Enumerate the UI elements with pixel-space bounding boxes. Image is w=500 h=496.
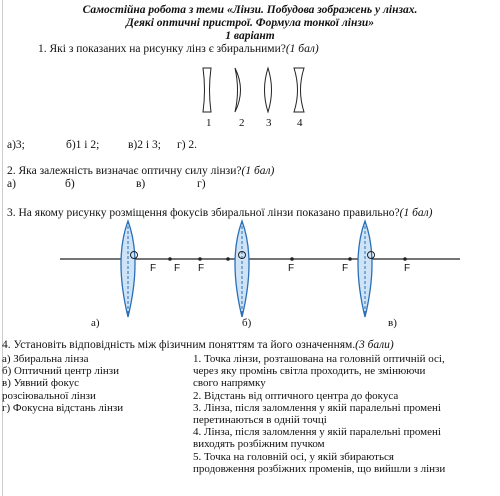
question-4	[2, 339, 394, 352]
q4-term-c: в) Уявний фокус	[2, 377, 80, 390]
q4-def-line-9: 5. Точка на головній осі, у якій збираються	[193, 450, 394, 463]
q4-term-c-cont: розсіювальної лінзи	[2, 389, 96, 402]
question-2-points: (1 бал)	[241, 165, 275, 177]
lens-a-focus-point-2	[198, 257, 202, 261]
lens-c-focus-point-2	[403, 257, 407, 261]
q2-answer-a: а)	[7, 178, 16, 190]
q4-def-line-8: виходять розбіжним пучком	[193, 438, 325, 451]
q4-term-b: б) Оптичний центр лінзи	[2, 365, 119, 378]
lens-b-focus-point-1	[226, 257, 230, 261]
question-1-text: 1. Які з показаних на рисунку лінз є збиральними?	[38, 43, 286, 55]
q4-def-line-3: свого напрямку	[193, 377, 266, 390]
question-2-text: 2. Яка залежність визначає оптичну силу лінзи?	[7, 165, 242, 177]
focus-diagram	[60, 218, 460, 318]
q4-def-line-4: 2. Відстань від оптичного центра до фокуса	[193, 389, 399, 402]
variant-heading: 1 варіант	[225, 30, 275, 42]
q4-def-line-7: 4. Лінза, після заломлення у якій паралельні промені	[193, 426, 441, 439]
lens-c-focus-point-1	[348, 257, 352, 261]
lens-4-shape	[294, 68, 304, 112]
q1-answer-d: г) 2.	[177, 139, 198, 151]
q3-variant-c: в)	[388, 317, 397, 329]
q4-term-a: а) Збиральна лінза	[2, 353, 89, 365]
lens-label-3: 3	[266, 117, 272, 129]
q4-def-line-10: продовження розбіжних променів, що вийшли з лінзи	[193, 462, 446, 475]
focus-label-6: F	[404, 263, 411, 274]
q1-answer-a: а)3;	[7, 139, 25, 151]
focus-label-2: F	[174, 263, 181, 274]
question-1-points: (1 бал)	[285, 43, 319, 55]
page-border	[2, 0, 3, 496]
lens-a-focus-point-1	[168, 257, 172, 261]
q4-def-line-1: 1. Точка лінзи, розташована на головній оптичній осі,	[193, 353, 445, 365]
title-line-2: Деякі оптичні пристрої. Формула тонкої лінзи»	[126, 17, 374, 29]
q2-answer-c: в)	[136, 178, 146, 190]
lens-label-2: 2	[239, 117, 245, 129]
q4-def-line-6: перетинаються в одній точці	[193, 414, 327, 427]
lens-b-focus-point-2	[290, 257, 294, 261]
lens-label-4: 4	[297, 117, 303, 129]
question-4-points: (3 бали)	[355, 339, 394, 351]
q4-def-line-5: 3. Лінза, після заломлення у якій паралельні промені	[193, 401, 441, 414]
q1-answer-c: в)2 і 3;	[128, 139, 161, 151]
q4-right-column	[193, 353, 445, 475]
lens-1-shape	[203, 68, 211, 112]
question-4-text: 4. Установіть відповідність між фізичним поняттям та його означенням.	[2, 339, 356, 351]
lens-2-shape	[235, 68, 241, 112]
q4-def-line-2: через яку промінь світла проходить, не змінюючи	[193, 365, 426, 378]
focus-label-5: F	[342, 263, 349, 274]
question-3-text: 3. На якому рисунку розміщення фокусів збиральної лінзи показано правильно?	[7, 207, 400, 219]
lens-3-shape	[265, 68, 272, 112]
question-1	[38, 43, 319, 56]
focus-label-1: F	[150, 263, 157, 274]
question-3-points: (1 бал)	[399, 207, 433, 219]
q4-term-d: г) Фокусна відстань лінзи	[2, 401, 124, 414]
focus-label-4: F	[288, 263, 295, 274]
title-line-1: Самостійна робота з теми «Лінзи. Побудова зображень у лінзах.	[82, 4, 418, 16]
lens-label-1: 1	[206, 117, 212, 129]
q3-variant-a: а)	[91, 317, 100, 329]
focus-label-3: F	[198, 263, 205, 274]
q2-answer-b: б)	[65, 178, 75, 190]
question-2	[7, 165, 274, 178]
q4-left-column	[2, 353, 123, 414]
q2-answer-d: г)	[197, 178, 206, 190]
q3-variant-b: б)	[242, 317, 252, 329]
q1-answer-b: б)1 і 2;	[66, 139, 100, 151]
